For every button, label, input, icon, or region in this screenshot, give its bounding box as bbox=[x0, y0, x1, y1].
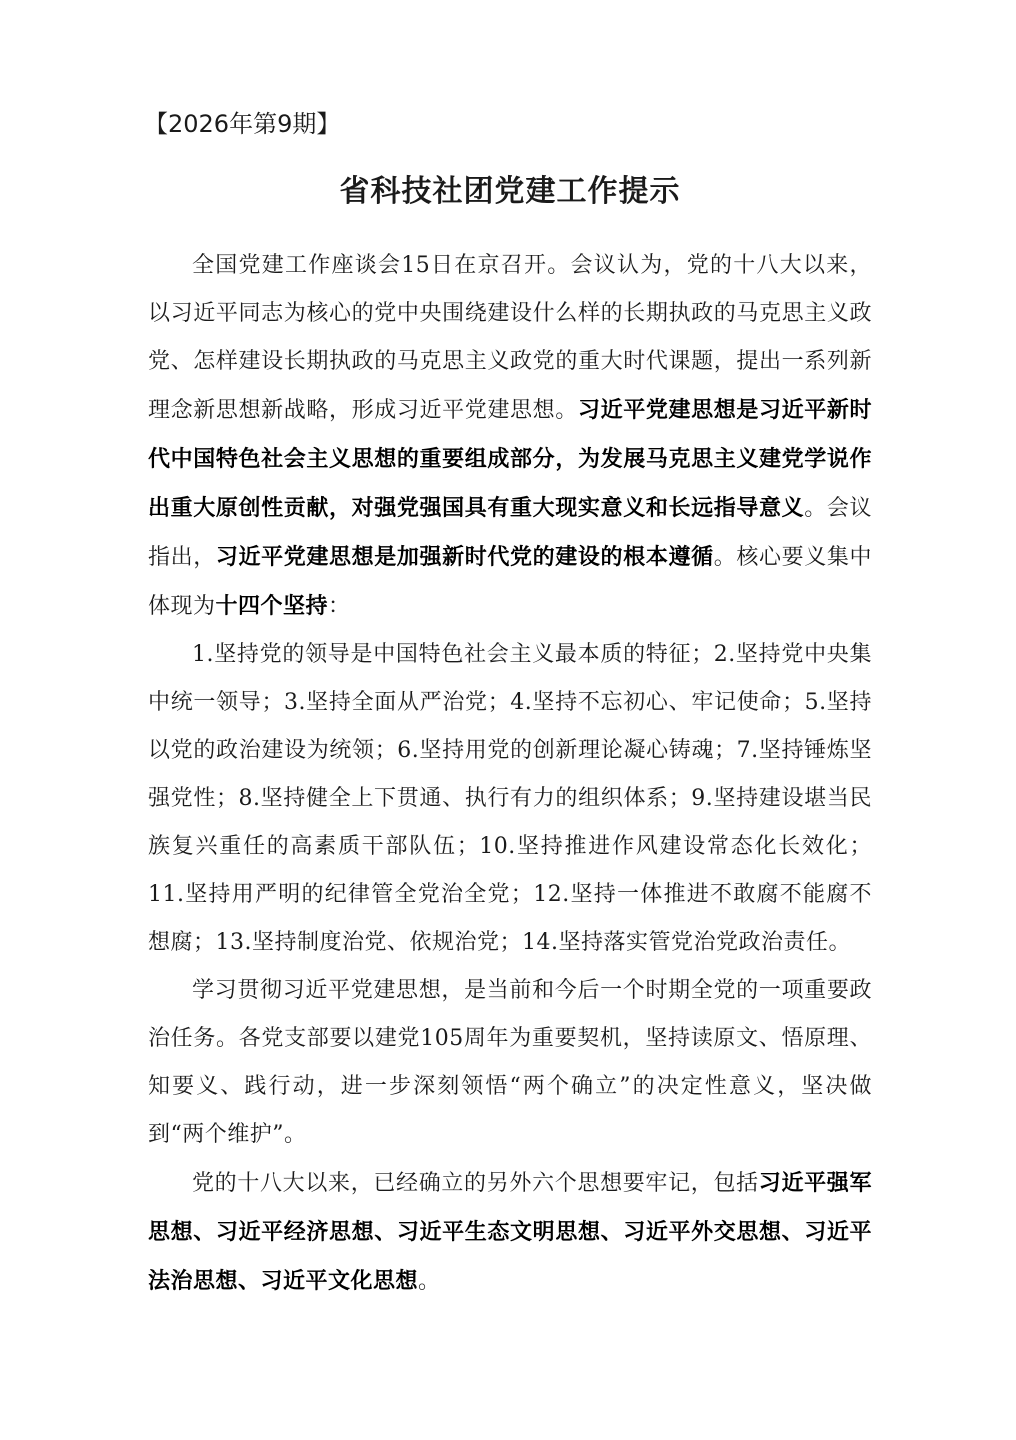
paragraph-segment: 。核心要义集中体现为 bbox=[148, 545, 872, 619]
paragraph-segment: 党的十八大以来，已经确立的另外六个思想要牢记，包括 bbox=[192, 1171, 759, 1196]
paragraph-segment: 1.坚持党的领导是中国特色社会主义最本质的特征；2.坚持党中央集中统一领导；3.坚持全面从严治党；4.坚持不忘初心、牢记使命；5.坚持以党的政治建设为统领；6.坚持用党的创新理论凝心铸魂；7.坚持锤炼坚强党性；8.坚持健全上下贯通、执行有力的组织体系；9.坚持建设堪当民族复兴重任的高素质干部队伍；10.坚持推进作风建设常态化长效化；11.坚持用严明的纪律管全党治全党；12.坚持一体推进不敢腐不能腐不想腐；13.坚持制度治党、依规治党；14.坚持落实管党治党政治责任。 bbox=[148, 642, 872, 955]
paragraph-segment-bold: 习近平党建思想是加强新时代党的建设的根本遵循 bbox=[215, 544, 714, 570]
paragraph-segment-bold: 习近平强军思想、习近平经济思想、习近平生态文明思想、习近平外交思想、习近平法治思想、习近平文化思想 bbox=[148, 1170, 872, 1294]
paragraph-segment: ： bbox=[328, 594, 351, 619]
paragraph-six-thoughts bbox=[148, 1159, 872, 1306]
paragraph-segment-bold: 十四个坚持 bbox=[215, 593, 329, 619]
paragraph-segment: 学习贯彻习近平党建思想，是当前和今后一个时期全党的一项重要政治任务。各党支部要以建党105周年为重要契机，坚持读原文、悟原理、知要义、践行动，进一步深刻领悟“两个确立”的决定性意义，坚决做到“两个维护”。 bbox=[148, 978, 872, 1147]
paragraph-intro bbox=[148, 242, 872, 631]
paragraph-segment: 全国党建工作座谈会15日在京召开。会议认为，党的十八大以来，以习近平同志为核心的党中央围绕建设什么样的长期执政的马克思主义政党、怎样建设长期执政的马克思主义政党的重大时代课题，提出一系列新理念新思想新战略，形成习近平党建思想。 bbox=[148, 253, 872, 423]
document-page bbox=[144, 100, 872, 1306]
paragraph-segment: 。会议指出， bbox=[148, 496, 872, 570]
paragraph-segment-bold: 习近平党建思想是习近平新时代中国特色社会主义思想的重要组成部分，为发展马克思主义建党学说作出重大原创性贡献，对强党强国具有重大现实意义和长远指导意义 bbox=[148, 397, 872, 521]
page-title: 省科技社团党建工作提示 bbox=[339, 174, 681, 209]
paragraph-segment: 。 bbox=[418, 1269, 441, 1294]
paragraph-study-task bbox=[148, 967, 872, 1159]
issue-label: 【2026年第9期】 bbox=[144, 110, 341, 138]
paragraph-fourteen-points bbox=[148, 631, 872, 967]
